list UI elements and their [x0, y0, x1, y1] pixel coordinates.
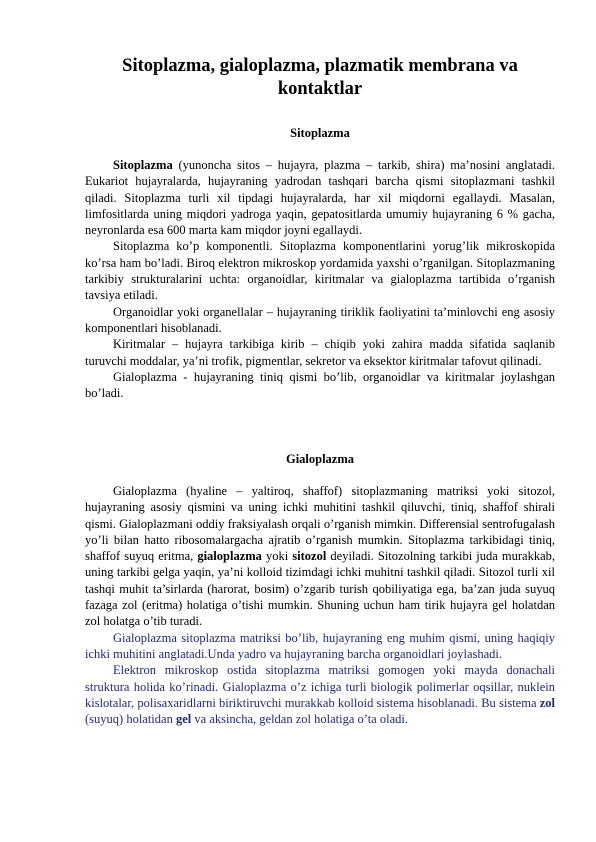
document-title: Sitoplazma, gialoplazma, plazmatik membrana va kontaktlar [122, 56, 518, 99]
paragraph: Gialoplazma sitoplazma matriksi bo’lib, hujayraning eng muhim qismi, uning haqiqiy ichki muhitini anglatadi.Unda yadro va hujayraning barcha organoidlari joylashadi. [85, 630, 555, 661]
paragraph: Gialoplazma (hyaline – yaltiroq, shaffof) sitoplazmaning matriksi yoki sitozol, hujayraning asosiy qismini va uning ichki muhitini tashkil qiluvchi, tiniq, shaffof shirali qismi. Gialoplazmani oddiy fraksiyalash orqali o’rganish mimkin. Differensial sentrofugalash yo’li bilan hatto ribosomalargacha ajratib o’rganish mumkin. Sitoplazma tarkibidagi tiniq, shaffof suyuq eritma, gialoplazma yoki sitozol deyiladi. Sitozolning tarkibi juda murakkab, uning tarkibi gelga yaqin, ya’ni kolloid tizimdagi ichki muhitni tashkil qiladi. Sitozol turli xil tashqi muhit ta’sirlarda (harorat, bosim) o’zgarib turish qobiliyatiga ega, ba’zan juda suyuq fazaga zol (eritma) holatiga o’tishi mumkin. Shuning uchun ham tirik hujayra gel holatdan zol holatga o’tib turadi. [85, 484, 555, 629]
paragraph: Sitoplazma ko’p komponentli. Sitoplazma komponentlarini yorug’lik mikroskopida ko’rsa ham bo’ladi. Biroq elektron mikroskop yordamida yaxshi o’rganilgan. Sitoplazmaning tarkibiy strukturalarini uchta: organoidlar, kiritmalar va gialoplazma tartibida o’rganish tavsiya etiladi. [85, 239, 555, 303]
term-bold: sitozol [292, 549, 327, 564]
paragraph: Organoidlar yoki organellalar – hujayraning tiriklik faoliyatini ta’minlovchi eng asosiy komponentlari hisoblanadi. [85, 304, 555, 335]
term-bold: gialoplazma [197, 549, 262, 564]
section-heading-sitoplazma: Sitoplazma [290, 126, 350, 140]
paragraph: Elektron mikroskop ostida sitoplazma matriksi gomogen yoki mayda donachali struktura holida ko’rinadi. Gialoplazma o’z ichiga turli biologik polimerlar oqsillar, nuklein kislotalar, polisaxaridlarni biriktiruvchi murakkab kolloid sistema hisoblanadi. Bu sistema zol (suyuq) holatidan gel va aksincha, geldan zol holatiga o’ta oladi. [85, 663, 555, 727]
paragraph: Sitoplazma (yunoncha sitos – hujayra, plazma – tarkib, shira) ma’nosini anglatadi. Eukariot hujayralarda, hujayraning yadrodan tashqari barcha qismi sitoplazmani tashkil qiladi. Sitoplazma turli xil tipdagi hujayralarda, har xil miqdorni egallaydi. Masalan, limfositlarda uning miqdori yadroga yaqin, gepatositlarda umumiy hujayraning 6 % gacha, neyronlarda esa 600 marta kam miqdor joyni egallaydi. [85, 158, 555, 238]
paragraph: Gialoplazma - hujayraning tiniq qismi bo’lib, organoidlar va kiritmalar joylashgan bo’ladi. [85, 369, 555, 401]
paragraph: Kiritmalar – hujayra tarkibiga kirib – chiqib yoki zahira madda sifatida saqlanib turuvchi moddalar, ya’ni trofik, pigmentlar, sekretor va eksektor kiritmalar tafovut qilinadi. [85, 337, 555, 368]
section-gialoplazma-body [85, 483, 555, 727]
section-heading-gialoplazma: Gialoplazma [285, 452, 355, 466]
term-bold: gel [175, 712, 192, 727]
term-bold: zol [539, 695, 555, 710]
term-bold: Sitoplazma [113, 158, 173, 172]
section-sitoplazma-body [85, 157, 555, 401]
